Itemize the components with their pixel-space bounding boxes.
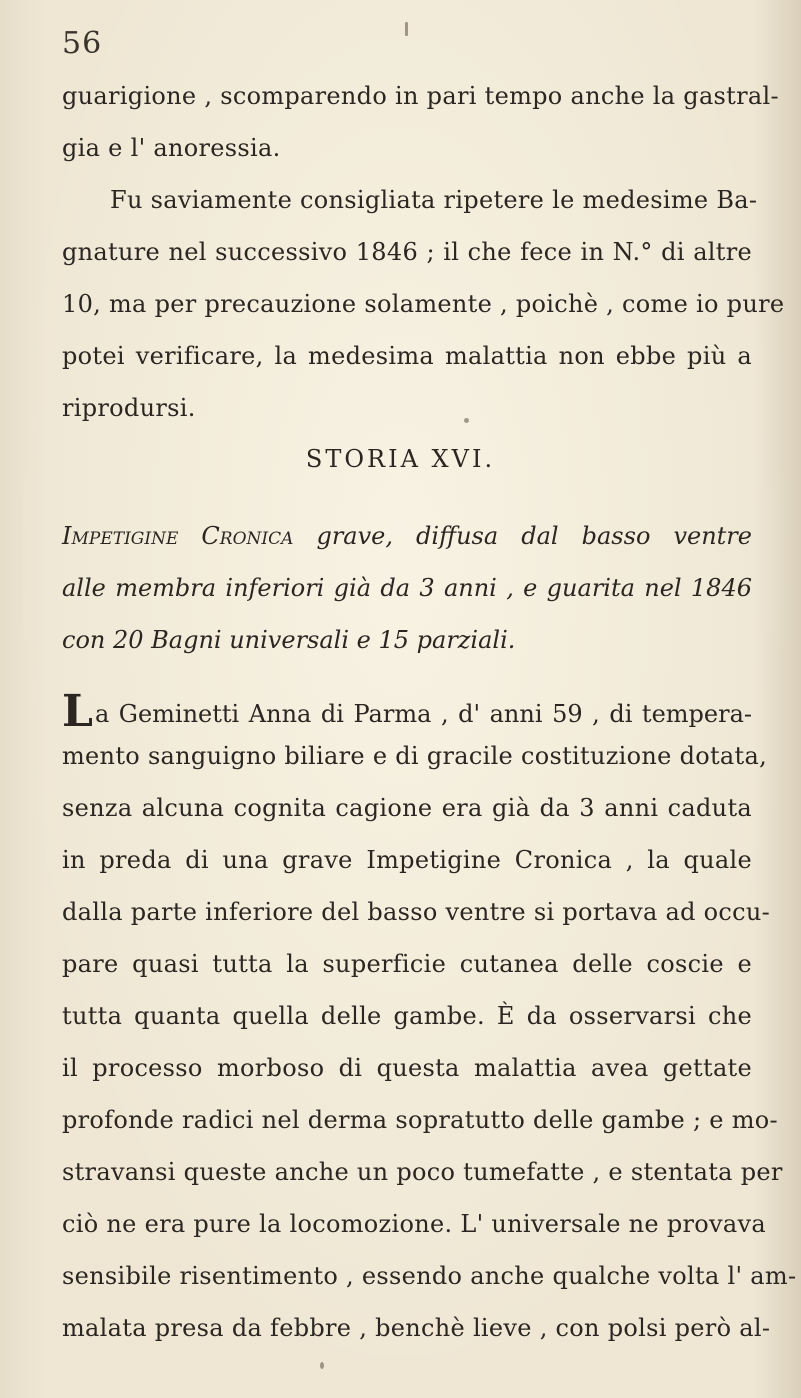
paragraph-first-line — [62, 686, 752, 737]
case-heading-line1-rest: grave, diffusa dal basso ventre — [293, 522, 752, 550]
case-heading-line: alle membra inferiori già da 3 anni , e guarita nel 1846 — [62, 574, 752, 602]
text-line: potei verificare, la medesima malattia non ebbe più a — [62, 342, 752, 370]
section-title: STORIA XVI. — [305, 445, 496, 473]
text-line: 10, ma per precauzione solamente , poichè , come io pure — [62, 290, 785, 318]
text-line: dalla parte inferiore del basso ventre si portava ad occu- — [62, 898, 771, 926]
case-heading-line: con 20 Bagni universali e 15 parziali. — [62, 626, 516, 654]
drop-cap: L — [62, 686, 93, 737]
text-line: mento sanguigno biliare e di gracile costituzione dotata, — [62, 742, 768, 770]
text-line: senza alcuna cognita cagione era già da 3 anni caduta — [62, 794, 752, 822]
paper-speck — [320, 1362, 324, 1369]
text-line: gnature nel successivo 1846 ; il che fece in N.° di altre — [62, 238, 752, 266]
first-line-text: a Geminetti Anna di Parma , d' anni 59 , di tempera- — [94, 700, 752, 728]
text-line: in preda di una grave Impetigine Cronica , la quale — [62, 846, 752, 874]
text-line: stravansi queste anche un poco tumefatte , e stentata per — [62, 1158, 783, 1186]
text-line: sensibile risentimento , essendo anche qualche volta l' am- — [62, 1262, 797, 1290]
text-line: pare quasi tutta la superficie cutanea delle coscie e — [62, 950, 752, 978]
paper-speck — [464, 418, 469, 423]
page-number: 56 — [62, 26, 103, 61]
text-line: ciò ne era pure la locomozione. L' universale ne provava — [62, 1210, 766, 1238]
text-line: guarigione , scomparendo in pari tempo anche la gastral- — [62, 82, 779, 110]
text-line: gia e l' anoressia. — [62, 134, 281, 162]
text-line: il processo morboso di questa malattia avea gettate — [62, 1054, 752, 1082]
paper-speck — [405, 22, 408, 36]
text-line: profonde radici nel derma sopratutto delle gambe ; e mo- — [62, 1106, 778, 1134]
text-line: malata presa da febbre , benchè lieve , con polsi però al- — [62, 1314, 771, 1342]
text-line: Fu saviamente consigliata ripetere le medesime Ba- — [110, 186, 758, 214]
case-heading-line — [62, 522, 752, 550]
case-heading-lead: Impetigine Cronica — [62, 522, 294, 550]
text-line: riprodursi. — [62, 394, 196, 422]
text-line: tutta quanta quella delle gambe. È da osservarsi che — [62, 1002, 752, 1030]
